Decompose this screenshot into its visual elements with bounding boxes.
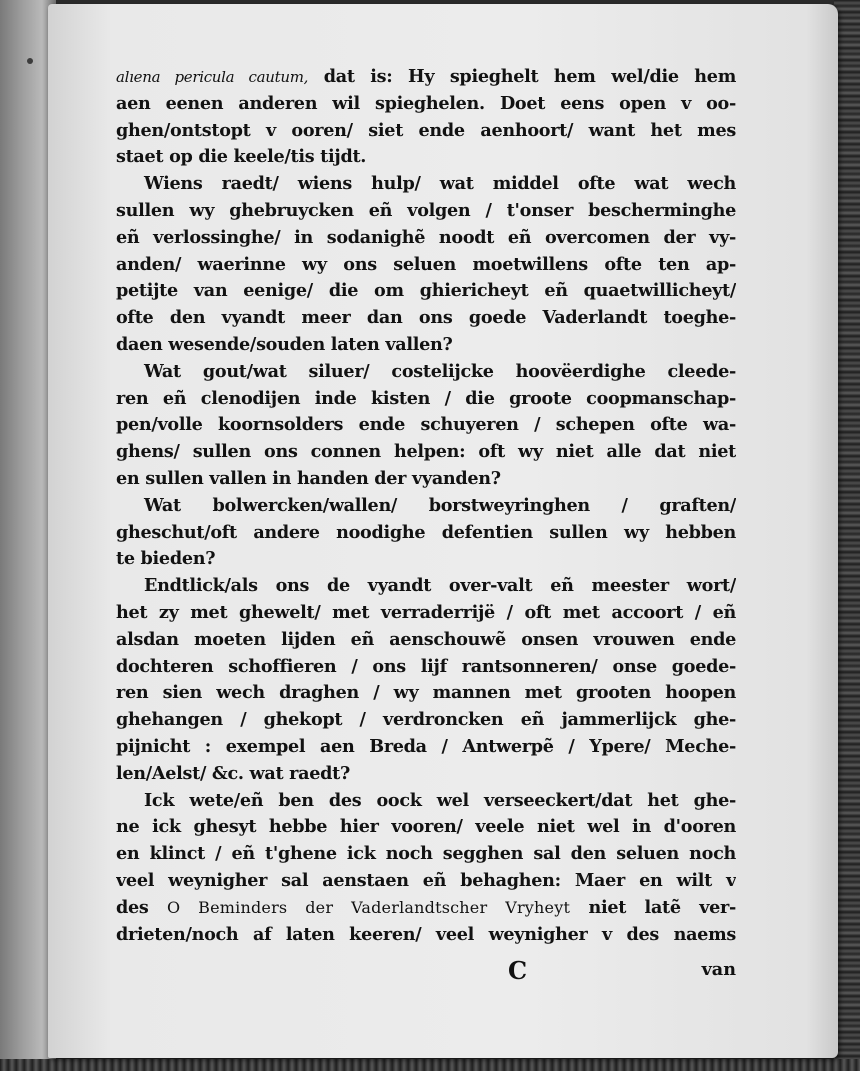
- line-text: staet op die keele/tis tijdt.: [116, 146, 367, 168]
- text-line: [116, 573, 736, 600]
- text-line: [116, 198, 736, 225]
- line-text: aen eenen anderen wil spieghelen. Doet eens open v oo-: [116, 92, 736, 114]
- line-text: daen wesende/souden laten vallen?: [116, 333, 453, 355]
- text-line: [116, 91, 736, 118]
- line-text: len/Aelst/ &c. wat raedt?: [116, 762, 350, 784]
- bottom-page-stack-edge: [0, 1059, 860, 1071]
- text-line: [116, 144, 736, 171]
- text-line: [116, 305, 736, 332]
- text-line: [116, 680, 736, 707]
- line-text: veel weynigher sal aenstaen eñ behaghen: Maer en wilt v: [116, 869, 736, 891]
- text-line: [116, 225, 736, 252]
- line-text: te bieden?: [116, 548, 216, 570]
- text-line: [116, 412, 736, 439]
- line-text: petijte van eenige/ die om ghiericheyt eñ quaetwillicheyt/: [116, 280, 736, 302]
- line-text: ren eñ clenodijen inde kisten / die groote coopmanschap-: [116, 387, 736, 409]
- latin-phrase: alıena pericula cautum,: [116, 68, 309, 86]
- line-text: ghen/ontstopt v ooren/ siet ende aenhoort/ want het mes: [116, 119, 736, 141]
- line-text: Ick wete/eñ ben des oock wel verseeckert/dat het ghe-: [144, 789, 736, 811]
- text-line: [116, 895, 736, 922]
- line-text: pijnicht : exempel aen Breda / Antwerpẽ / Ypere/ Meche-: [116, 735, 736, 757]
- line-text: Wiens raedt/ wiens hulp/ wat middel ofte wat wech: [144, 173, 736, 195]
- line-text: ofte den vyandt meer dan ons goede Vaderlandt toeghe-: [116, 307, 736, 329]
- line-text: dochteren schoffieren / ons lijf rantsonneren/ onse goede-: [116, 655, 736, 677]
- line-text: ren sien wech draghen / wy mannen met grooten hoopen: [116, 682, 736, 704]
- binding-hole: [27, 58, 33, 64]
- text-line: [116, 868, 736, 895]
- catchword: van: [701, 959, 736, 980]
- text-line: [116, 332, 736, 359]
- line-text: des: [116, 896, 167, 918]
- line-text: dat is: Hy spieghelt hem wel/die hem: [308, 66, 736, 87]
- text-line: [116, 493, 736, 520]
- line-text: ne ick ghesyt hebbe hier vooren/ veele niet wel in d'ooren: [116, 816, 736, 838]
- line-text: gheschut/oft andere noodighe defentien sullen wy hebben: [116, 521, 736, 543]
- text-line: [116, 922, 736, 949]
- line-text: pen/volle koornsolders ende schuyeren / schepen ofte wa-: [116, 414, 736, 436]
- text-line: [116, 252, 736, 279]
- line-text: alsdan moeten lijden eñ aenschouwẽ onsen vrouwen ende: [116, 628, 736, 650]
- text-line: [116, 761, 736, 788]
- text-line: [116, 734, 736, 761]
- line-text: anden/ waerinne wy ons seluen moetwillens ofte ten ap-: [116, 253, 736, 275]
- line-text: sullen wy ghebruycken eñ volgen / t'onser bescherminghe: [116, 199, 736, 221]
- signature-mark: C: [508, 956, 528, 985]
- text-line: [116, 788, 736, 815]
- text-line: [116, 278, 736, 305]
- text-line: [116, 118, 736, 145]
- line-text: en klinct / eñ t'ghene ick noch segghen sal den seluen noch: [116, 843, 736, 865]
- page-footer: [116, 956, 736, 986]
- text-line: [116, 627, 736, 654]
- line-text: ghehangen / ghekopt / verdroncken eñ jammerlijck ghe-: [116, 709, 736, 731]
- line-text: Endtlick/als ons de vyandt over-valt eñ meester wort/: [144, 575, 736, 597]
- text-line: [116, 707, 736, 734]
- roman-type-phrase: O Beminders der Vaderlandtscher Vryheyt: [166, 897, 571, 917]
- body-text: [116, 64, 736, 948]
- text-line: [116, 841, 736, 868]
- line-text: Wat bolwercken/wallen/ borstweyringhen / graften/: [144, 494, 736, 516]
- text-line: [116, 64, 736, 91]
- line-text: en sullen vallen in handen der vyanden?: [116, 467, 501, 489]
- text-line: [116, 386, 736, 413]
- text-line: [116, 466, 736, 493]
- text-line: [116, 359, 736, 386]
- line-text: eñ verlossinghe/ in sodanighẽ noodt eñ overcomen der vy-: [116, 226, 736, 248]
- text-line: [116, 654, 736, 681]
- line-text: drieten/noch af laten keeren/ veel weynigher v des naems: [116, 923, 736, 945]
- text-line: [116, 546, 736, 573]
- line-text-tail: niet latẽ ver-: [570, 896, 736, 918]
- text-line: [116, 520, 736, 547]
- text-line: [116, 814, 736, 841]
- line-text: Wat gout/wat siluer/ costelijcke hoovëerdighe cleede-: [144, 360, 736, 382]
- text-line: [116, 171, 736, 198]
- text-line: [116, 439, 736, 466]
- text-line: [116, 600, 736, 627]
- line-text: het zy met ghewelt/ met verraderrijë / oft met accoort / eñ: [116, 601, 736, 623]
- line-text: ghens/ sullen ons connen helpen: oft wy niet alle dat niet: [116, 441, 736, 463]
